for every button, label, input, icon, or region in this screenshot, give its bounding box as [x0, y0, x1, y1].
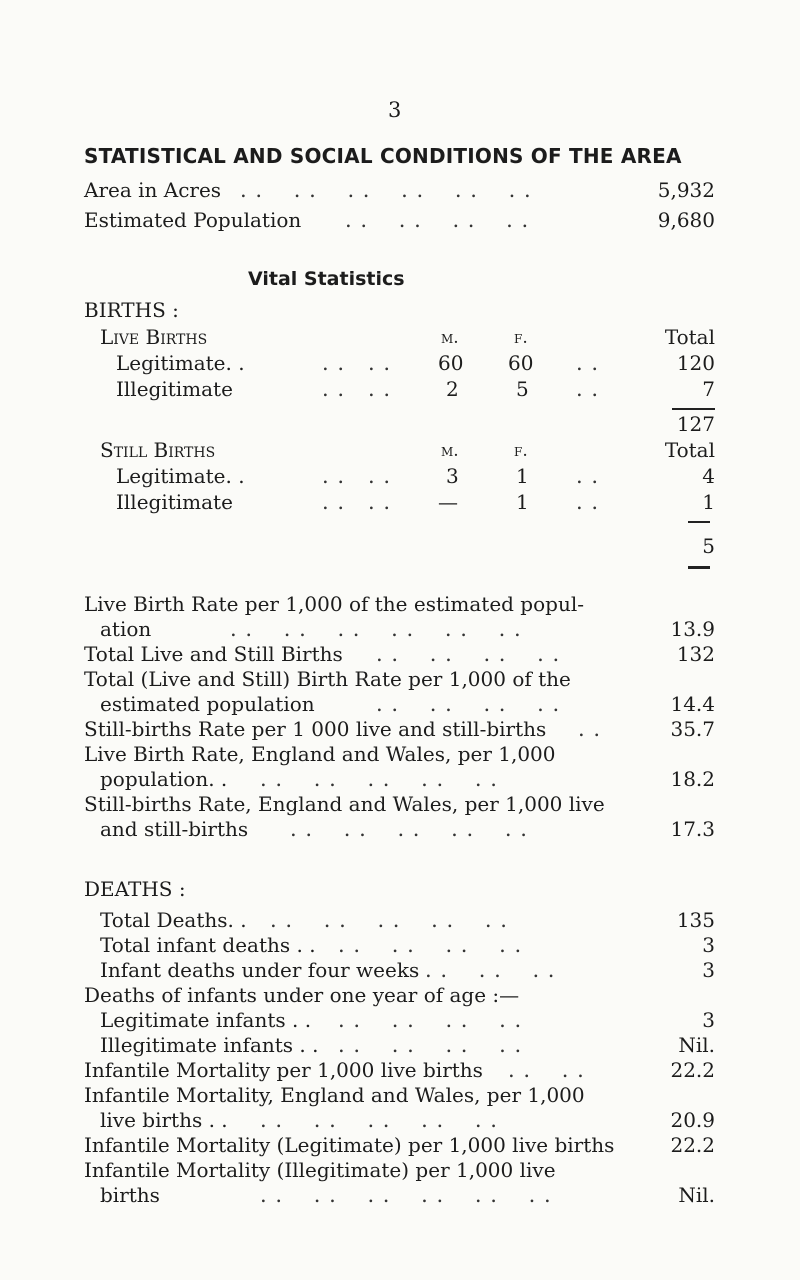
still-col-total: Total — [664, 438, 715, 462]
dot-leader: . . . . — [322, 464, 392, 488]
im-illegit-value: Nil. — [678, 1183, 715, 1207]
im-illegit-line1: Infantile Mortality (Illegitimate) per 1,000 live — [84, 1158, 556, 1182]
infantile-mortality-value: 22.2 — [670, 1058, 715, 1082]
live-legit-total: 120 — [676, 351, 715, 375]
rate-ew-still-line1: Still-births Rate, England and Wales, per 1,000 live — [84, 792, 605, 816]
dot-leader: . . . . . . . . . . — [260, 767, 498, 791]
rate-total-birth-rate-value: 14.4 — [670, 692, 715, 716]
live-legit-f: 60 — [508, 351, 534, 375]
im-england-value: 20.9 — [670, 1108, 715, 1132]
deaths-heading: DEATHS : — [84, 877, 186, 901]
rate-live-birth-value: 13.9 — [670, 617, 715, 641]
still-col-m: m. — [441, 441, 459, 461]
still-births-sum: 5 — [702, 534, 715, 558]
im-england-line2: live births . . — [100, 1108, 228, 1132]
sum-rule — [688, 566, 710, 569]
dot-leader: . . . . . . . . . . — [260, 1108, 498, 1132]
illegit-infants-label: Illegitimate infants . . — [100, 1033, 319, 1057]
rate-total-births-label: Total Live and Still Births — [84, 642, 343, 666]
dot-leader: . . . . — [322, 351, 392, 375]
under-one-year-label: Deaths of infants under one year of age :— — [84, 983, 520, 1007]
live-legit-label: Legitimate. . — [116, 351, 245, 375]
dot-leader: . . . . . . . . — [376, 642, 561, 666]
rate-ew-live-line2: population. . — [100, 767, 228, 791]
dot-leader: . . . . . . . . . . . . — [240, 178, 532, 202]
dot-leader: . . . . . . — [425, 958, 556, 982]
births-heading: BIRTHS : — [84, 298, 179, 322]
live-illegit-total: 7 — [702, 377, 715, 401]
live-illegit-label: Illegitimate — [116, 377, 233, 401]
rate-total-birth-rate-line1: Total (Live and Still) Birth Rate per 1,000 of the — [84, 667, 571, 691]
rate-live-birth-line1: Live Birth Rate per 1,000 of the estimated popul- — [84, 592, 584, 616]
area-value: 5,932 — [657, 178, 715, 202]
live-col-m: m. — [441, 328, 459, 348]
live-illegit-f: 5 — [516, 377, 529, 401]
rate-ew-still-value: 17.3 — [670, 817, 715, 841]
live-col-f: f. — [514, 328, 528, 348]
dot-leader: . . — [576, 377, 600, 401]
under-four-weeks-value: 3 — [702, 958, 715, 982]
sum-rule — [672, 408, 715, 410]
still-legit-label: Legitimate. . — [116, 464, 245, 488]
im-england-line1: Infantile Mortality, England and Wales, per 1,000 — [84, 1083, 585, 1107]
still-col-f: f. — [514, 441, 528, 461]
dot-leader: . . . . — [508, 1058, 585, 1082]
live-col-total: Total — [664, 325, 715, 349]
im-illegit-line2: births — [100, 1183, 160, 1207]
rate-total-birth-rate-line2: estimated population — [100, 692, 315, 716]
population-label: Estimated Population — [84, 208, 302, 232]
im-legit-label: Infantile Mortality (Legitimate) per 1,000 live births — [84, 1133, 615, 1157]
legit-infants-label: Legitimate infants . . — [100, 1008, 312, 1032]
population-value: 9,680 — [657, 208, 715, 232]
still-legit-m: 3 — [446, 464, 459, 488]
infantile-mortality-label: Infantile Mortality per 1,000 live births — [84, 1058, 483, 1082]
rate-still-births-value: 35.7 — [670, 717, 715, 741]
infant-deaths-value: 3 — [702, 933, 715, 957]
infant-deaths-label: Total infant deaths . . — [100, 933, 316, 957]
rate-live-birth-line2: ation — [100, 617, 152, 641]
dot-leader: . . . . . . . . — [345, 208, 530, 232]
still-illegit-total: 1 — [702, 490, 715, 514]
live-illegit-m: 2 — [446, 377, 459, 401]
still-births-label: Still Births — [100, 438, 216, 462]
rate-ew-live-line1: Live Birth Rate, England and Wales, per 1,000 — [84, 742, 556, 766]
im-legit-value: 22.2 — [670, 1133, 715, 1157]
total-deaths-label: Total Deaths. . — [100, 908, 247, 932]
total-deaths-value: 135 — [676, 908, 715, 932]
rate-total-births-value: 132 — [676, 642, 715, 666]
dot-leader: . . . . . . . . — [338, 1033, 523, 1057]
still-legit-f: 1 — [516, 464, 529, 488]
vital-statistics-heading: Vital Statistics — [248, 268, 405, 290]
rate-ew-live-value: 18.2 — [670, 767, 715, 791]
rate-ew-still-line2: and still-births — [100, 817, 249, 841]
dot-leader: . . — [576, 490, 600, 514]
still-illegit-m: — — [438, 490, 458, 514]
dot-leader: . . — [576, 464, 600, 488]
page-title: STATISTICAL AND SOCIAL CONDITIONS OF THE AREA — [84, 144, 682, 168]
live-births-sum: 127 — [676, 412, 715, 436]
dot-leader: . . . . . . . . — [338, 1008, 523, 1032]
dot-leader: . . . . — [322, 490, 392, 514]
dot-leader: . . . . . . . . . . — [270, 908, 508, 932]
page-number: 3 — [388, 98, 402, 122]
dot-leader: . . . . . . . . . . . . — [260, 1183, 552, 1207]
under-four-weeks-label: Infant deaths under four weeks — [100, 958, 420, 982]
still-illegit-label: Illegitimate — [116, 490, 233, 514]
dot-leader: . . — [578, 717, 602, 741]
dot-leader: . . . . — [322, 377, 392, 401]
legit-infants-value: 3 — [702, 1008, 715, 1032]
live-legit-m: 60 — [438, 351, 464, 375]
rate-still-births-label: Still-births Rate per 1 000 live and still-births — [84, 717, 547, 741]
still-illegit-f: 1 — [516, 490, 529, 514]
sum-rule — [688, 521, 710, 523]
dot-leader: . . . . . . . . . . . . — [230, 617, 522, 641]
dot-leader: . . — [576, 351, 600, 375]
still-legit-total: 4 — [702, 464, 715, 488]
illegit-infants-value: Nil. — [678, 1033, 715, 1057]
live-births-label: Live Births — [100, 325, 208, 349]
area-label: Area in Acres — [84, 178, 222, 202]
dot-leader: . . . . . . . . — [376, 692, 561, 716]
dot-leader: . . . . . . . . . . — [290, 817, 528, 841]
dot-leader: . . . . . . . . — [338, 933, 523, 957]
